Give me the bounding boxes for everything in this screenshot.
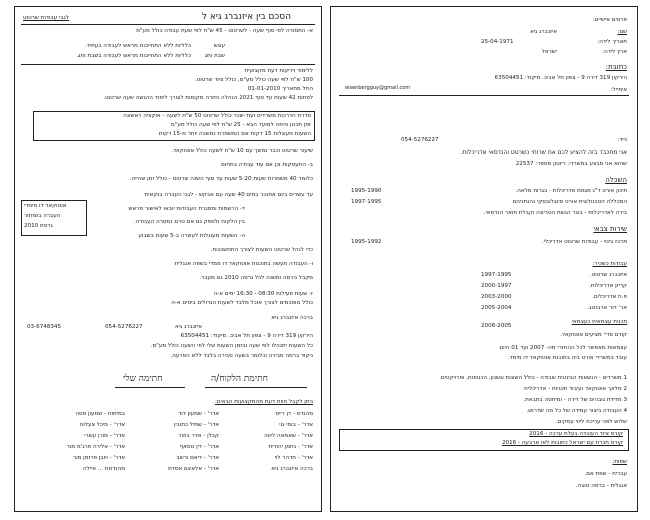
list-item: 1 משרדים - הנשאות הבינונית שבודה - כולל השונות וגשנון, הכנופות, ופרויקטים. bbox=[439, 375, 627, 381]
pricing-line: א- התמורה לפי סוף שעה - לשרטוט - 45 ש"ח לפי שעת עבודה כולל מע"מ bbox=[136, 28, 313, 34]
edu-text: בירה לאדריכלות - בוגר הגשת הטריונה וקבלת תואר הנדסאי. bbox=[483, 210, 627, 216]
contact-phone: 054-5276227 bbox=[105, 324, 143, 330]
terms-label-1: עוגש bbox=[213, 43, 225, 49]
list-item: 2 מלאך אוטוקאד ועיבוד תכניות - אדריכלית bbox=[524, 386, 627, 392]
contact-tel2: 03-6748345 bbox=[27, 324, 62, 330]
team-member: מהנדסת ... איילה bbox=[82, 466, 125, 472]
body-line: ו- העבודה תעשה בתוכנות אוטוקאד דו ממדי בשפה אנגלית bbox=[174, 261, 313, 267]
edu-year: 1997-1995 bbox=[351, 199, 382, 205]
freelance-line-3: עובד במשרדי אורט ביה בתוכנת אוטוקאד דו מימד. bbox=[507, 355, 627, 361]
body-line: ב- התעסקות וכן אם עוד עבודה בתחום bbox=[221, 162, 313, 168]
body-line: עד עשרים ביום אתנכר בסים 40 שעה עם אבקש - לגבי העברה בנקאית bbox=[144, 192, 313, 198]
team-member: אדר' - ויובן פרזמן מור bbox=[72, 455, 125, 461]
army-header: שירות צבאי bbox=[593, 225, 627, 233]
address-header: כתובת: bbox=[605, 63, 627, 71]
boxed-line-3: השעות מעוגלות 15 דקות אם המשמרת נמשכה יותר מ-15 דקות bbox=[158, 131, 311, 137]
exp-text: אר' דור ארבוזנג. bbox=[587, 305, 627, 311]
exp-year: 1997-1995 bbox=[481, 272, 512, 278]
side-note-2: העברה בשחזור bbox=[24, 213, 61, 219]
freelance-text: קודם סדי' מציעים אוטוקאד. bbox=[560, 332, 627, 338]
team-member: אדר' - שאמאה ליווה bbox=[264, 433, 313, 439]
terms-2: כלליות ללא התחייבות מראש לעבודה בשבת וחג. bbox=[76, 53, 191, 59]
edu-year: 1995-1990 bbox=[351, 188, 382, 194]
exp-text: איזנברג שרטוט. bbox=[589, 272, 627, 278]
course-1: קורס ציוד העובדה בעלת ערכה - 2016 bbox=[529, 431, 623, 437]
cv-page bbox=[330, 6, 638, 512]
army-year: 1995-1992 bbox=[351, 239, 382, 245]
sign-client: חתימת הלקוח/ה bbox=[211, 374, 268, 384]
agreement-party: לגבי עבודות שרטוט bbox=[23, 15, 69, 21]
team-member: אדר' - שמעון דוד bbox=[178, 411, 219, 417]
freelance-year: 2008-2005 bbox=[481, 323, 512, 329]
contact-address: הירקון 319 דירה 9 - צפון תל אביב. מיקוד: 63504451 bbox=[180, 333, 313, 339]
section-rule-1 bbox=[21, 64, 315, 65]
exp-year: 2003-2000 bbox=[481, 294, 512, 300]
team-member: ברכה איזנברג גיא bbox=[271, 466, 313, 472]
sign-me: חתימה שלי bbox=[123, 374, 163, 384]
name-value: איזנברג גיא bbox=[530, 29, 557, 35]
body-line: ה- השעות מעוגלות לעשרה ב-5 שעות בשבוע bbox=[138, 233, 245, 239]
para-b: 100 ש"ח לפי שעה כולל מע"מ, כולל ציוד שרטוט. bbox=[194, 77, 313, 83]
team-member: מהנדס - דן רייס bbox=[275, 411, 313, 417]
team-member: אדר' - דיאם ורשב bbox=[176, 455, 219, 461]
team-member: אדר' - אלירה פרג'מ מור bbox=[66, 444, 125, 450]
name-label: שם: bbox=[617, 29, 627, 35]
signature-line-client bbox=[205, 387, 307, 388]
team-member: במיתוח - שמעון פסה bbox=[75, 411, 125, 417]
country-label: ארץ לידה: bbox=[602, 49, 627, 55]
side-note-1: אוטוקאד דו מימדי bbox=[24, 203, 67, 209]
intro-2: שהוא אני מבצע במשרדי. ריוטון מספר: 22537 bbox=[515, 161, 627, 167]
list-item: 4 העבודה ביצור עמידה של כל מה שדרוש. bbox=[526, 408, 627, 414]
team-member: אדר' - בומי גוי bbox=[279, 422, 313, 428]
country-value: ישראל bbox=[541, 49, 557, 55]
terms-1: כלליות ללא התחייבות מראש לעבודה בעתיד. bbox=[85, 43, 191, 49]
exp-year: 2005-2004 bbox=[481, 305, 512, 311]
boxed-line-2: זמן תכנון והזזה למועד הבא - 25 ש"ח לפי שעה כולל מע"מ bbox=[170, 122, 311, 128]
personal-header: פרטים אישיים: bbox=[592, 17, 627, 23]
team-member: אדר' - תדהר לוי bbox=[274, 455, 313, 461]
mobile-label: נייד: bbox=[617, 137, 627, 143]
team-member: אדר' - דין נוסאף bbox=[179, 444, 219, 450]
intro-1: אני מחכבד בזה להציע לכם את שרותי כשרטט והנדסאי אדריכלות. bbox=[460, 149, 627, 156]
mobile-value: 054-5276227 bbox=[401, 137, 439, 143]
list-item: שלוש לפני עריכת ליווי עסקים. bbox=[555, 419, 627, 425]
lang-1: עברית - שפת אם. bbox=[584, 471, 627, 477]
title-rule bbox=[21, 24, 315, 25]
body-line: בין הלקוח ולספק גם אם טרם נמסרה העבודה. bbox=[133, 219, 245, 225]
boxed-line-1: סדרת הדרכות משרדים ועוד-שכר כולל שרטוט 50 ש"ח לשעה - אוקציה ראשונה bbox=[123, 113, 311, 119]
list-item: 3 מדידת גובהים של דירה - ומיחסה בתבאת. bbox=[523, 397, 627, 403]
agreement-title: הסכם בין איזנברג גיא ל bbox=[201, 12, 291, 22]
course-2: קורס חכרת עם ישראל כתובות לאו ארבעה - 2016 bbox=[501, 440, 623, 446]
freelance-header: תכנית עצמאית כעצמאי bbox=[571, 319, 627, 325]
freelance-line-2: עצמאות מאפשר לכל ההחזרי מה- 2007 ועד 01 היום bbox=[499, 345, 627, 351]
edu-header: השכלה bbox=[605, 176, 627, 184]
para-d: לפחות 42 שעות עד סוף 2021 הנהלה וחזרה מקומות לצורך לימוד ההגשה שעה שרטוט. bbox=[103, 95, 313, 101]
body-line: כלומר 40 משמרות שעות 5-20 שעות עד סוף השנה שרטוט - כולל זמן שהייה. bbox=[129, 176, 313, 182]
dob-label: תאריך לידה: bbox=[597, 39, 627, 45]
email-rule bbox=[339, 95, 629, 96]
exp-header: עבודות כשכיר: bbox=[592, 261, 627, 267]
email-value: eisenbergguy@gmail.com bbox=[345, 85, 411, 91]
body-line: כדי לנהל שרטוט השעות לצורך התחשבנות. bbox=[210, 247, 313, 253]
para-a: ללימוד וידיעות דעת מקצועית bbox=[244, 68, 313, 74]
lang-2: אנגלית - ברמה טובה. bbox=[575, 483, 627, 489]
agreement-page bbox=[14, 6, 322, 512]
exp-year: 2000-1997 bbox=[481, 283, 512, 289]
team-member: אדר' - שמיל כתובין bbox=[173, 422, 219, 428]
signature-line-me bbox=[115, 387, 185, 388]
team-member: אדר' - מיכל צעלוח bbox=[79, 422, 125, 428]
lang-header: שפות: bbox=[612, 459, 627, 465]
contact-name: איזנברג גיא bbox=[175, 324, 202, 330]
hours-line-2: כולל מוסכמים לצורך אוכל מלבד לשעות הגדולים בימים א-ה bbox=[171, 300, 313, 306]
exp-text: קריזן אדריכלות. bbox=[589, 283, 627, 289]
terms-label-2: שבת וחג bbox=[204, 53, 225, 59]
contact-lines: ניקוד ברמה סבירה וכלומר בשעה סבירה בלבד ללא הפרעה. bbox=[170, 353, 313, 359]
dob-value: 25-04-1971 bbox=[481, 39, 514, 45]
team-member: אדר' - מורן עשרי bbox=[84, 433, 125, 439]
team-member: קבלן - אדר בוזור bbox=[178, 433, 219, 439]
contact-lines: כל השעות יתנהלו לפי שעה ובזמן השעות שלי לפי השעה כולל מע"מ. bbox=[150, 343, 313, 349]
para-c: החל מתאריך 01-01-2010 bbox=[247, 86, 313, 92]
team-header: ניתן לקבל חוות דעת מהמקצועות הבאים: bbox=[215, 399, 313, 405]
body-line: שיעור שרטוט וכבר נמשך עם 10 ש"ח לשעה כולל אוטוקאד. bbox=[171, 148, 313, 154]
edu-text: תיכון אורט ד"ג מגמת אדריכלות - בגרות מלאה. bbox=[515, 188, 627, 194]
edu-text: המכללה הטכנולוגית אורט סינגלובסקי נהנתניהם bbox=[512, 199, 627, 205]
address-value: הירקון 319 דירה 9 - צפון תל אביב. מיקוד: 63504451 bbox=[494, 75, 627, 81]
exp-text: פ.ח אדריכלים. bbox=[592, 294, 627, 300]
contact-lines: ברכה איזנברג גיא bbox=[271, 315, 313, 321]
team-member: אדר' - אלאיגם אסדת bbox=[168, 466, 219, 472]
side-note-3: גרסת 2010 bbox=[24, 223, 53, 229]
team-member: אדר' - נחמן יהודית bbox=[268, 444, 313, 450]
body-line: ד- הרשמות ומסגרת העבודות יובאו לאישור מראש bbox=[128, 206, 245, 212]
email-label: אימייל: bbox=[610, 87, 627, 93]
army-text: מרכז בינוי - עבודות שרטוט אדריכלי. bbox=[541, 239, 627, 245]
hours-line: ז- שעות פעילות 08:30 - 16:30 ימים א-ה bbox=[213, 291, 313, 297]
body-line: מקבל גירסה ומשנה לכל גרסה 2010 גם מעבר. bbox=[199, 275, 313, 281]
